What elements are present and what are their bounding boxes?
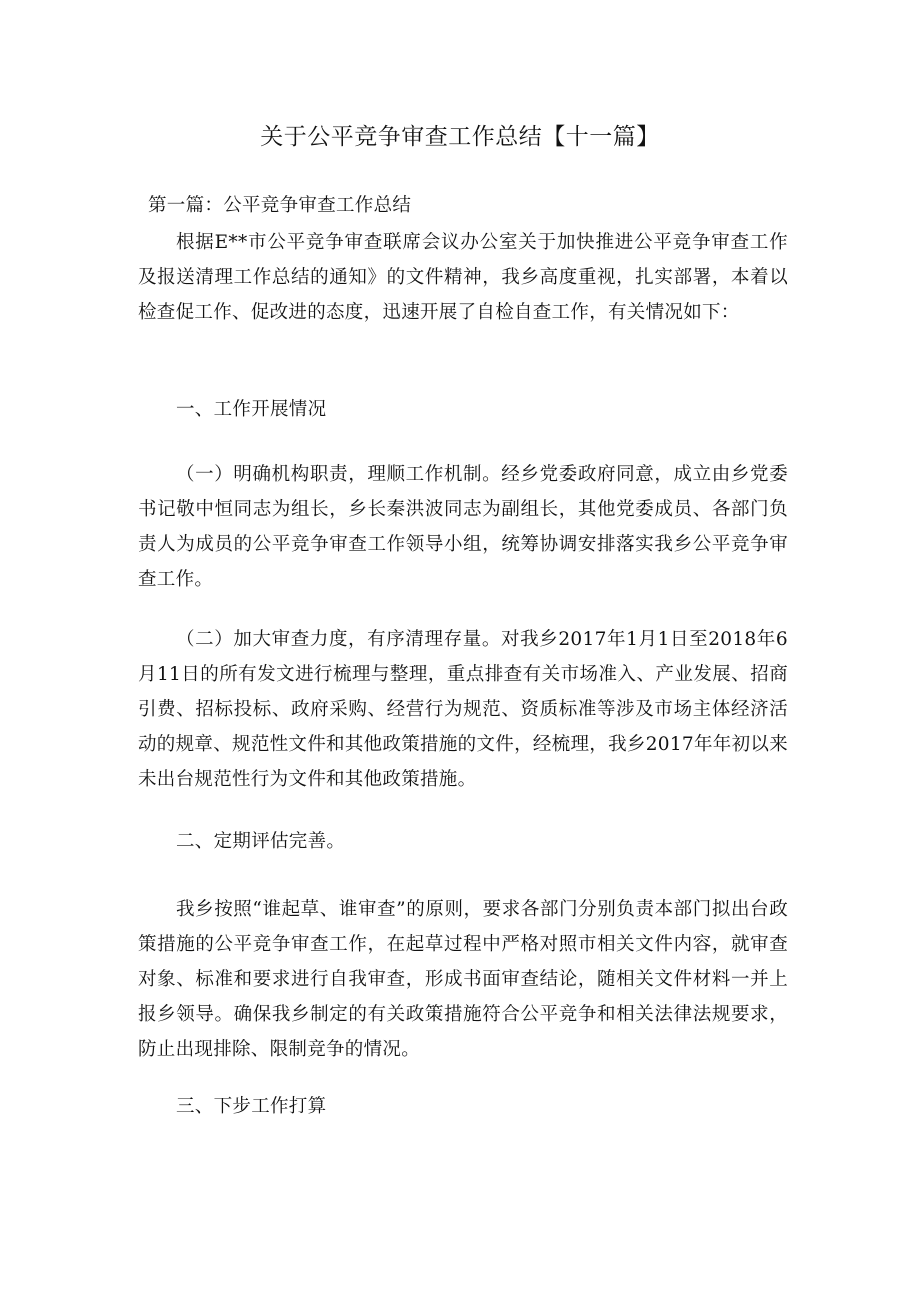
document-title: 关于公平竞争审查工作总结【十一篇】: [260, 124, 660, 150]
evaluation-paragraph: 我乡按照“谁起草、谁审查”的原则，要求各部门分别负责本部门拟出台政策措施的公平竞争审查工作，在起草过程中严格对照市相关文件内容，就审查对象、标准和要求进行自我审查，形成书面审查结论，随相关文件材料一并上报乡领导。确保我乡制定的有关政策措施符合公平竞争和相关法律法规要求，防止出现排除、限制竞争的情况。: [138, 899, 788, 1060]
heading-regular-evaluation: 二、定期评估完善。: [176, 831, 346, 852]
heading-work-progress: 一、工作开展情况: [176, 399, 327, 420]
section-heading: 第一篇：公平竞争审查工作总结: [148, 195, 412, 216]
item-one-paragraph: （一）明确机构职责，理顺工作机制。经乡党委政府同意，成立由乡党委书记敬中恒同志为组长，乡长秦洪波同志为副组长，其他党委成员、各部门负责人为成员的公平竞争审查工作领导小组，统筹协调安排落实我乡公平竞争审查工作。: [138, 464, 788, 590]
item-two-paragraph: （二）加大审查力度，有序清理存量。对我乡2017年1月1日至2018年6月11日的所有发文进行梳理与整理，重点排查有关市场准入、产业发展、招商引费、招标投标、政府采购、经营行为规范、资质标准等涉及市场主体经济活动的规章、规范性文件和其他政策措施的文件，经梳理，我乡2017年年初以来未出台规范性行为文件和其他政策措施。: [138, 629, 788, 790]
heading-next-steps: 三、下步工作打算: [176, 1096, 327, 1117]
intro-paragraph: 根据E**市公平竞争审查联席会议办公室关于加快推进公平竞争审查工作及报送清理工作总结的通知》的文件精神，我乡高度重视，扎实部署，本着以检查促工作、促改进的态度，迅速开展了自检自查工作，有关情况如下：: [138, 232, 788, 323]
